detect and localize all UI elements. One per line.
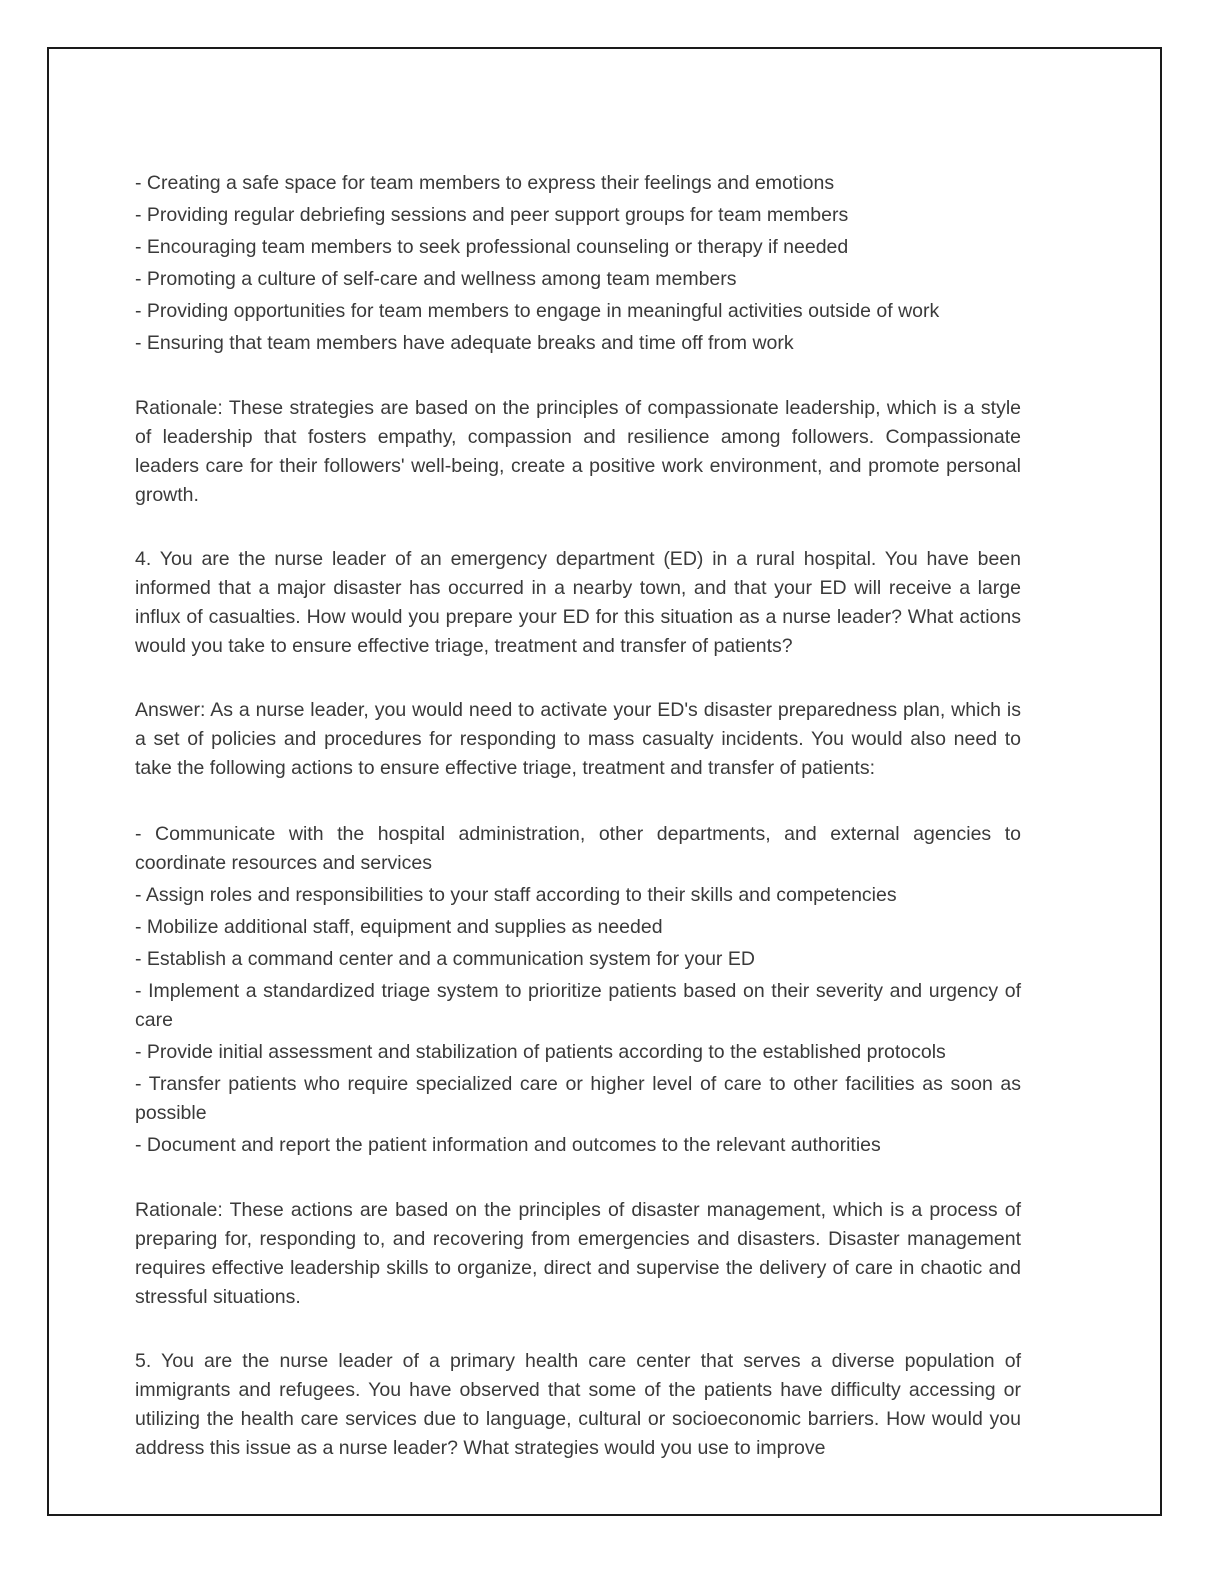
list-item: - Communicate with the hospital administration, other departments, and external agencies to coordinate resources and services [135,822,1021,874]
list-item: - Creating a safe space for team members to express their feelings and emotions [135,171,835,194]
list-item: - Transfer patients who require specialized care or higher level of care to other facilities as soon as possible [135,1072,1021,1124]
list-item: - Establish a command center and a communication system for your ED [135,947,755,970]
bullet-list-actions [135,818,1021,1161]
page-frame [47,47,1162,1516]
list-item: - Providing opportunities for team members to engage in meaningful activities outside of work [135,299,940,322]
question-paragraph: 5. You are the nurse leader of a primary health care center that serves a diverse population of immigrants and refugees. You have observed that some of the patients have difficulty accessing or utilizing the health care services due to language, cultural or socioeconomic barriers. How would you address this issue as a nurse leader? What strategies would you use to improve [135,1350,1021,1459]
list-item: - Implement a standardized triage system to prioritize patients based on their severity and urgency of care [135,979,1021,1031]
list-item: - Promoting a culture of self-care and wellness among team members [135,267,737,290]
list-item: - Ensuring that team members have adequate breaks and time off from work [135,331,794,354]
list-item: - Providing regular debriefing sessions and peer support groups for team members [135,203,849,226]
question-paragraph: 4. You are the nurse leader of an emergency department (ED) in a rural hospital. You have been informed that a major disaster has occurred in a nearby town, and that your ED will receive a large influx of casualties. How would you prepare your ED for this situation as a nurse leader? What actions would you take to ensure effective triage, treatment and transfer of patients? [135,548,1021,657]
list-item: - Mobilize additional staff, equipment and supplies as needed [135,915,663,938]
list-item: - Provide initial assessment and stabilization of patients according to the established protocols [135,1040,946,1063]
rationale-paragraph: Rationale: These actions are based on the principles of disaster management, which is a process of preparing for, responding to, and recovering from emergencies and disasters. Disaster management requires effective leadership skills to organize, direct and supervise the delivery of care in chaotic and stressful situations. [135,1199,1021,1308]
document-body [135,167,1021,1463]
rationale-paragraph: Rationale: These strategies are based on the principles of compassionate leadership, which is a style of leadership that fosters empathy, compassion and resilience among followers. Compassionate leaders care for their followers' well-being, create a positive work environment, and promote personal growth. [135,397,1021,506]
list-item: - Assign roles and responsibilities to your staff according to their skills and competencies [135,883,897,906]
bullet-list-strategies [135,167,1021,359]
answer-paragraph: Answer: As a nurse leader, you would need to activate your ED's disaster preparedness plan, which is a set of policies and procedures for responding to mass casualty incidents. You would also need to take the following actions to ensure effective triage, treatment and transfer of patients: [135,699,1021,779]
list-item: - Document and report the patient information and outcomes to the relevant authorities [135,1133,881,1156]
list-item: - Encouraging team members to seek professional counseling or therapy if needed [135,235,849,258]
